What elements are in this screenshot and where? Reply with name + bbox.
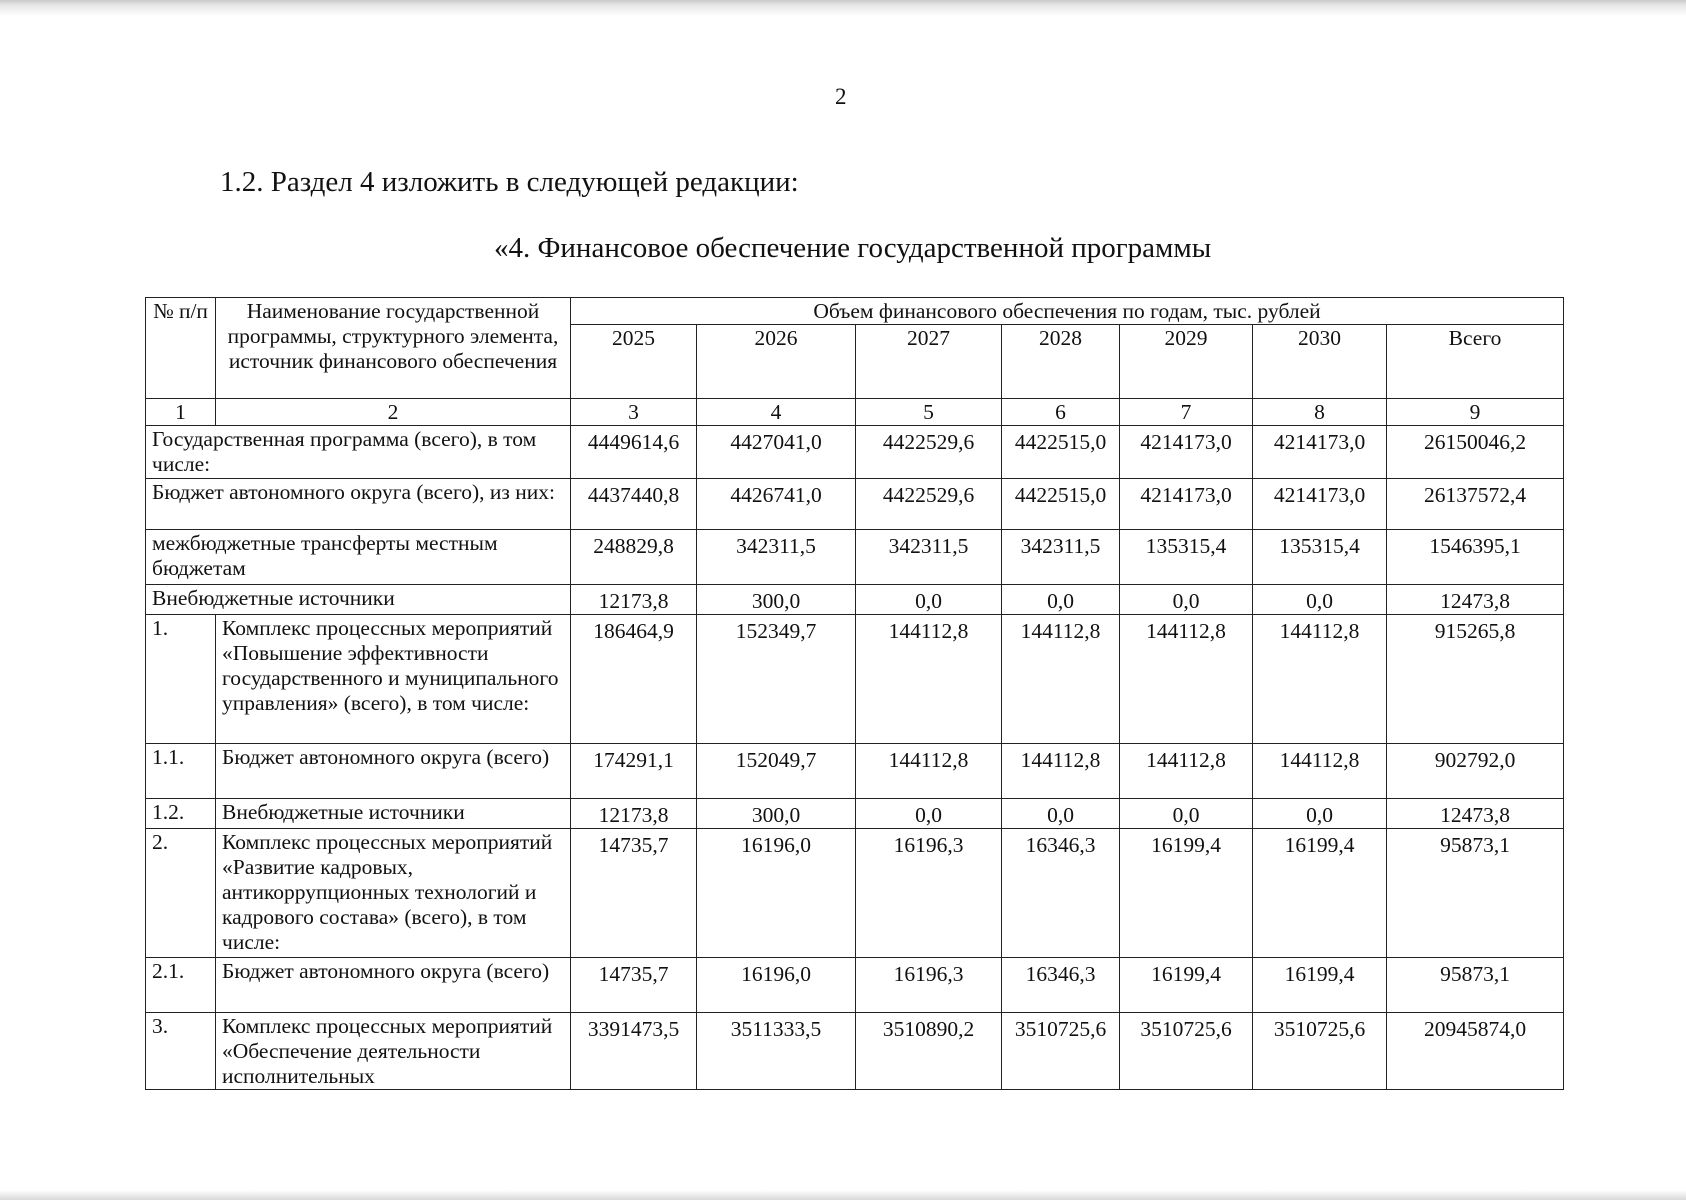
- total-cell: 12473,8: [1387, 799, 1564, 829]
- value-cell: 16199,4: [1120, 829, 1253, 958]
- total-cell: 26137572,4: [1387, 479, 1564, 530]
- index-cell: 4: [697, 399, 856, 426]
- value-cell: 16199,4: [1253, 958, 1387, 1013]
- total-cell: 26150046,2: [1387, 426, 1564, 479]
- table-row: [146, 1013, 1564, 1090]
- value-cell: 0,0: [1253, 585, 1387, 615]
- header-year: 2029: [1120, 325, 1253, 399]
- value-cell: 144112,8: [1253, 744, 1387, 799]
- row-number: 2.: [146, 829, 216, 958]
- index-cell: 8: [1253, 399, 1387, 426]
- value-cell: 4426741,0: [697, 479, 856, 530]
- index-cell: 5: [856, 399, 1002, 426]
- value-cell: 4214173,0: [1120, 426, 1253, 479]
- total-cell: 1546395,1: [1387, 530, 1564, 585]
- header-row: [146, 298, 1564, 325]
- total-cell: 915265,8: [1387, 615, 1564, 744]
- row-label: Комплекс процессных мероприятий «Развитие кадровых, антикоррупционных технологий и кадрового состава» (всего), в том числе:: [216, 829, 571, 958]
- value-cell: 14735,7: [571, 829, 697, 958]
- value-cell: 16196,0: [697, 958, 856, 1013]
- value-cell: 16199,4: [1120, 958, 1253, 1013]
- value-cell: 0,0: [1002, 799, 1120, 829]
- value-cell: 144112,8: [856, 744, 1002, 799]
- value-cell: 248829,8: [571, 530, 697, 585]
- instruction-text: 1.2. Раздел 4 изложить в следующей редакции:: [220, 166, 799, 198]
- index-cell: 6: [1002, 399, 1120, 426]
- value-cell: 4449614,6: [571, 426, 697, 479]
- value-cell: 14735,7: [571, 958, 697, 1013]
- section-title: «4. Финансовое обеспечение государственной программы: [494, 232, 1212, 264]
- value-cell: 16346,3: [1002, 829, 1120, 958]
- page-number: 2: [835, 84, 847, 109]
- value-cell: 16196,3: [856, 829, 1002, 958]
- value-cell: 0,0: [1002, 585, 1120, 615]
- value-cell: 3510725,6: [1253, 1013, 1387, 1090]
- header-volume: Объем финансового обеспечения по годам, тыс. рублей: [571, 298, 1564, 325]
- value-cell: 12173,8: [571, 799, 697, 829]
- total-cell: 95873,1: [1387, 829, 1564, 958]
- table-row: [146, 426, 1564, 479]
- value-cell: 12173,8: [571, 585, 697, 615]
- row-number: 1.: [146, 615, 216, 744]
- header-year: 2028: [1002, 325, 1120, 399]
- total-cell: 12473,8: [1387, 585, 1564, 615]
- row-label: Комплекс процессных мероприятий «Повышение эффективности государственного и муниципального управления» (всего), в том числе:: [216, 615, 571, 744]
- value-cell: 4214173,0: [1120, 479, 1253, 530]
- total-cell: 95873,1: [1387, 958, 1564, 1013]
- value-cell: 144112,8: [1120, 744, 1253, 799]
- table-row: [146, 958, 1564, 1013]
- row-number: 1.1.: [146, 744, 216, 799]
- value-cell: 4427041,0: [697, 426, 856, 479]
- value-cell: 342311,5: [697, 530, 856, 585]
- value-cell: 3391473,5: [571, 1013, 697, 1090]
- total-cell: 902792,0: [1387, 744, 1564, 799]
- value-cell: 16346,3: [1002, 958, 1120, 1013]
- row-number: 3.: [146, 1013, 216, 1090]
- header-year: 2030: [1253, 325, 1387, 399]
- table-row: [146, 585, 1564, 615]
- value-cell: 152049,7: [697, 744, 856, 799]
- header-year: 2025: [571, 325, 697, 399]
- row-label: межбюджетные трансферты местным бюджетам: [146, 530, 571, 585]
- header-name: Наименование государственной программы, структурного элемента, источник финансового обеспечения: [216, 298, 571, 399]
- row-label: Внебюджетные источники: [216, 799, 571, 829]
- value-cell: 144112,8: [1253, 615, 1387, 744]
- index-cell: 7: [1120, 399, 1253, 426]
- value-cell: 144112,8: [856, 615, 1002, 744]
- value-cell: 0,0: [1120, 585, 1253, 615]
- table-row: [146, 744, 1564, 799]
- value-cell: 342311,5: [1002, 530, 1120, 585]
- value-cell: 135315,4: [1253, 530, 1387, 585]
- value-cell: 300,0: [697, 799, 856, 829]
- scan-edge-bottom: [0, 1190, 1686, 1200]
- row-label: Бюджет автономного округа (всего), из них:: [146, 479, 571, 530]
- value-cell: 4422529,6: [856, 479, 1002, 530]
- value-cell: 152349,7: [697, 615, 856, 744]
- table-row: [146, 829, 1564, 958]
- index-cell: 9: [1387, 399, 1564, 426]
- value-cell: 144112,8: [1120, 615, 1253, 744]
- row-label: Комплекс процессных мероприятий «Обеспечение деятельности исполнительных: [216, 1013, 571, 1090]
- value-cell: 16196,3: [856, 958, 1002, 1013]
- value-cell: 300,0: [697, 585, 856, 615]
- index-cell: 2: [216, 399, 571, 426]
- value-cell: 3510725,6: [1002, 1013, 1120, 1090]
- value-cell: 3511333,5: [697, 1013, 856, 1090]
- value-cell: 4422515,0: [1002, 426, 1120, 479]
- value-cell: 4422515,0: [1002, 479, 1120, 530]
- value-cell: 4437440,8: [571, 479, 697, 530]
- value-cell: 3510890,2: [856, 1013, 1002, 1090]
- value-cell: 0,0: [856, 585, 1002, 615]
- row-number: 2.1.: [146, 958, 216, 1013]
- row-label: Внебюджетные источники: [146, 585, 571, 615]
- header-year: 2027: [856, 325, 1002, 399]
- scan-edge-top: [0, 0, 1686, 16]
- column-index-row: [146, 399, 1564, 426]
- value-cell: 4214173,0: [1253, 479, 1387, 530]
- table-row: [146, 530, 1564, 585]
- header-num: № п/п: [146, 298, 216, 399]
- index-cell: 1: [146, 399, 216, 426]
- table-row: [146, 479, 1564, 530]
- row-label: Государственная программа (всего), в том числе:: [146, 426, 571, 479]
- value-cell: 0,0: [856, 799, 1002, 829]
- row-label: Бюджет автономного округа (всего): [216, 744, 571, 799]
- table-row: [146, 799, 1564, 829]
- row-number: 1.2.: [146, 799, 216, 829]
- value-cell: 135315,4: [1120, 530, 1253, 585]
- value-cell: 16196,0: [697, 829, 856, 958]
- value-cell: 144112,8: [1002, 744, 1120, 799]
- value-cell: 3510725,6: [1120, 1013, 1253, 1090]
- value-cell: 144112,8: [1002, 615, 1120, 744]
- value-cell: 186464,9: [571, 615, 697, 744]
- table-row: [146, 615, 1564, 744]
- value-cell: 4214173,0: [1253, 426, 1387, 479]
- value-cell: 342311,5: [856, 530, 1002, 585]
- index-cell: 3: [571, 399, 697, 426]
- header-total: Всего: [1387, 325, 1564, 399]
- header-year: 2026: [697, 325, 856, 399]
- value-cell: 4422529,6: [856, 426, 1002, 479]
- value-cell: 0,0: [1120, 799, 1253, 829]
- financing-table: [145, 297, 1564, 1090]
- value-cell: 174291,1: [571, 744, 697, 799]
- value-cell: 16199,4: [1253, 829, 1387, 958]
- total-cell: 20945874,0: [1387, 1013, 1564, 1090]
- value-cell: 0,0: [1253, 799, 1387, 829]
- row-label: Бюджет автономного округа (всего): [216, 958, 571, 1013]
